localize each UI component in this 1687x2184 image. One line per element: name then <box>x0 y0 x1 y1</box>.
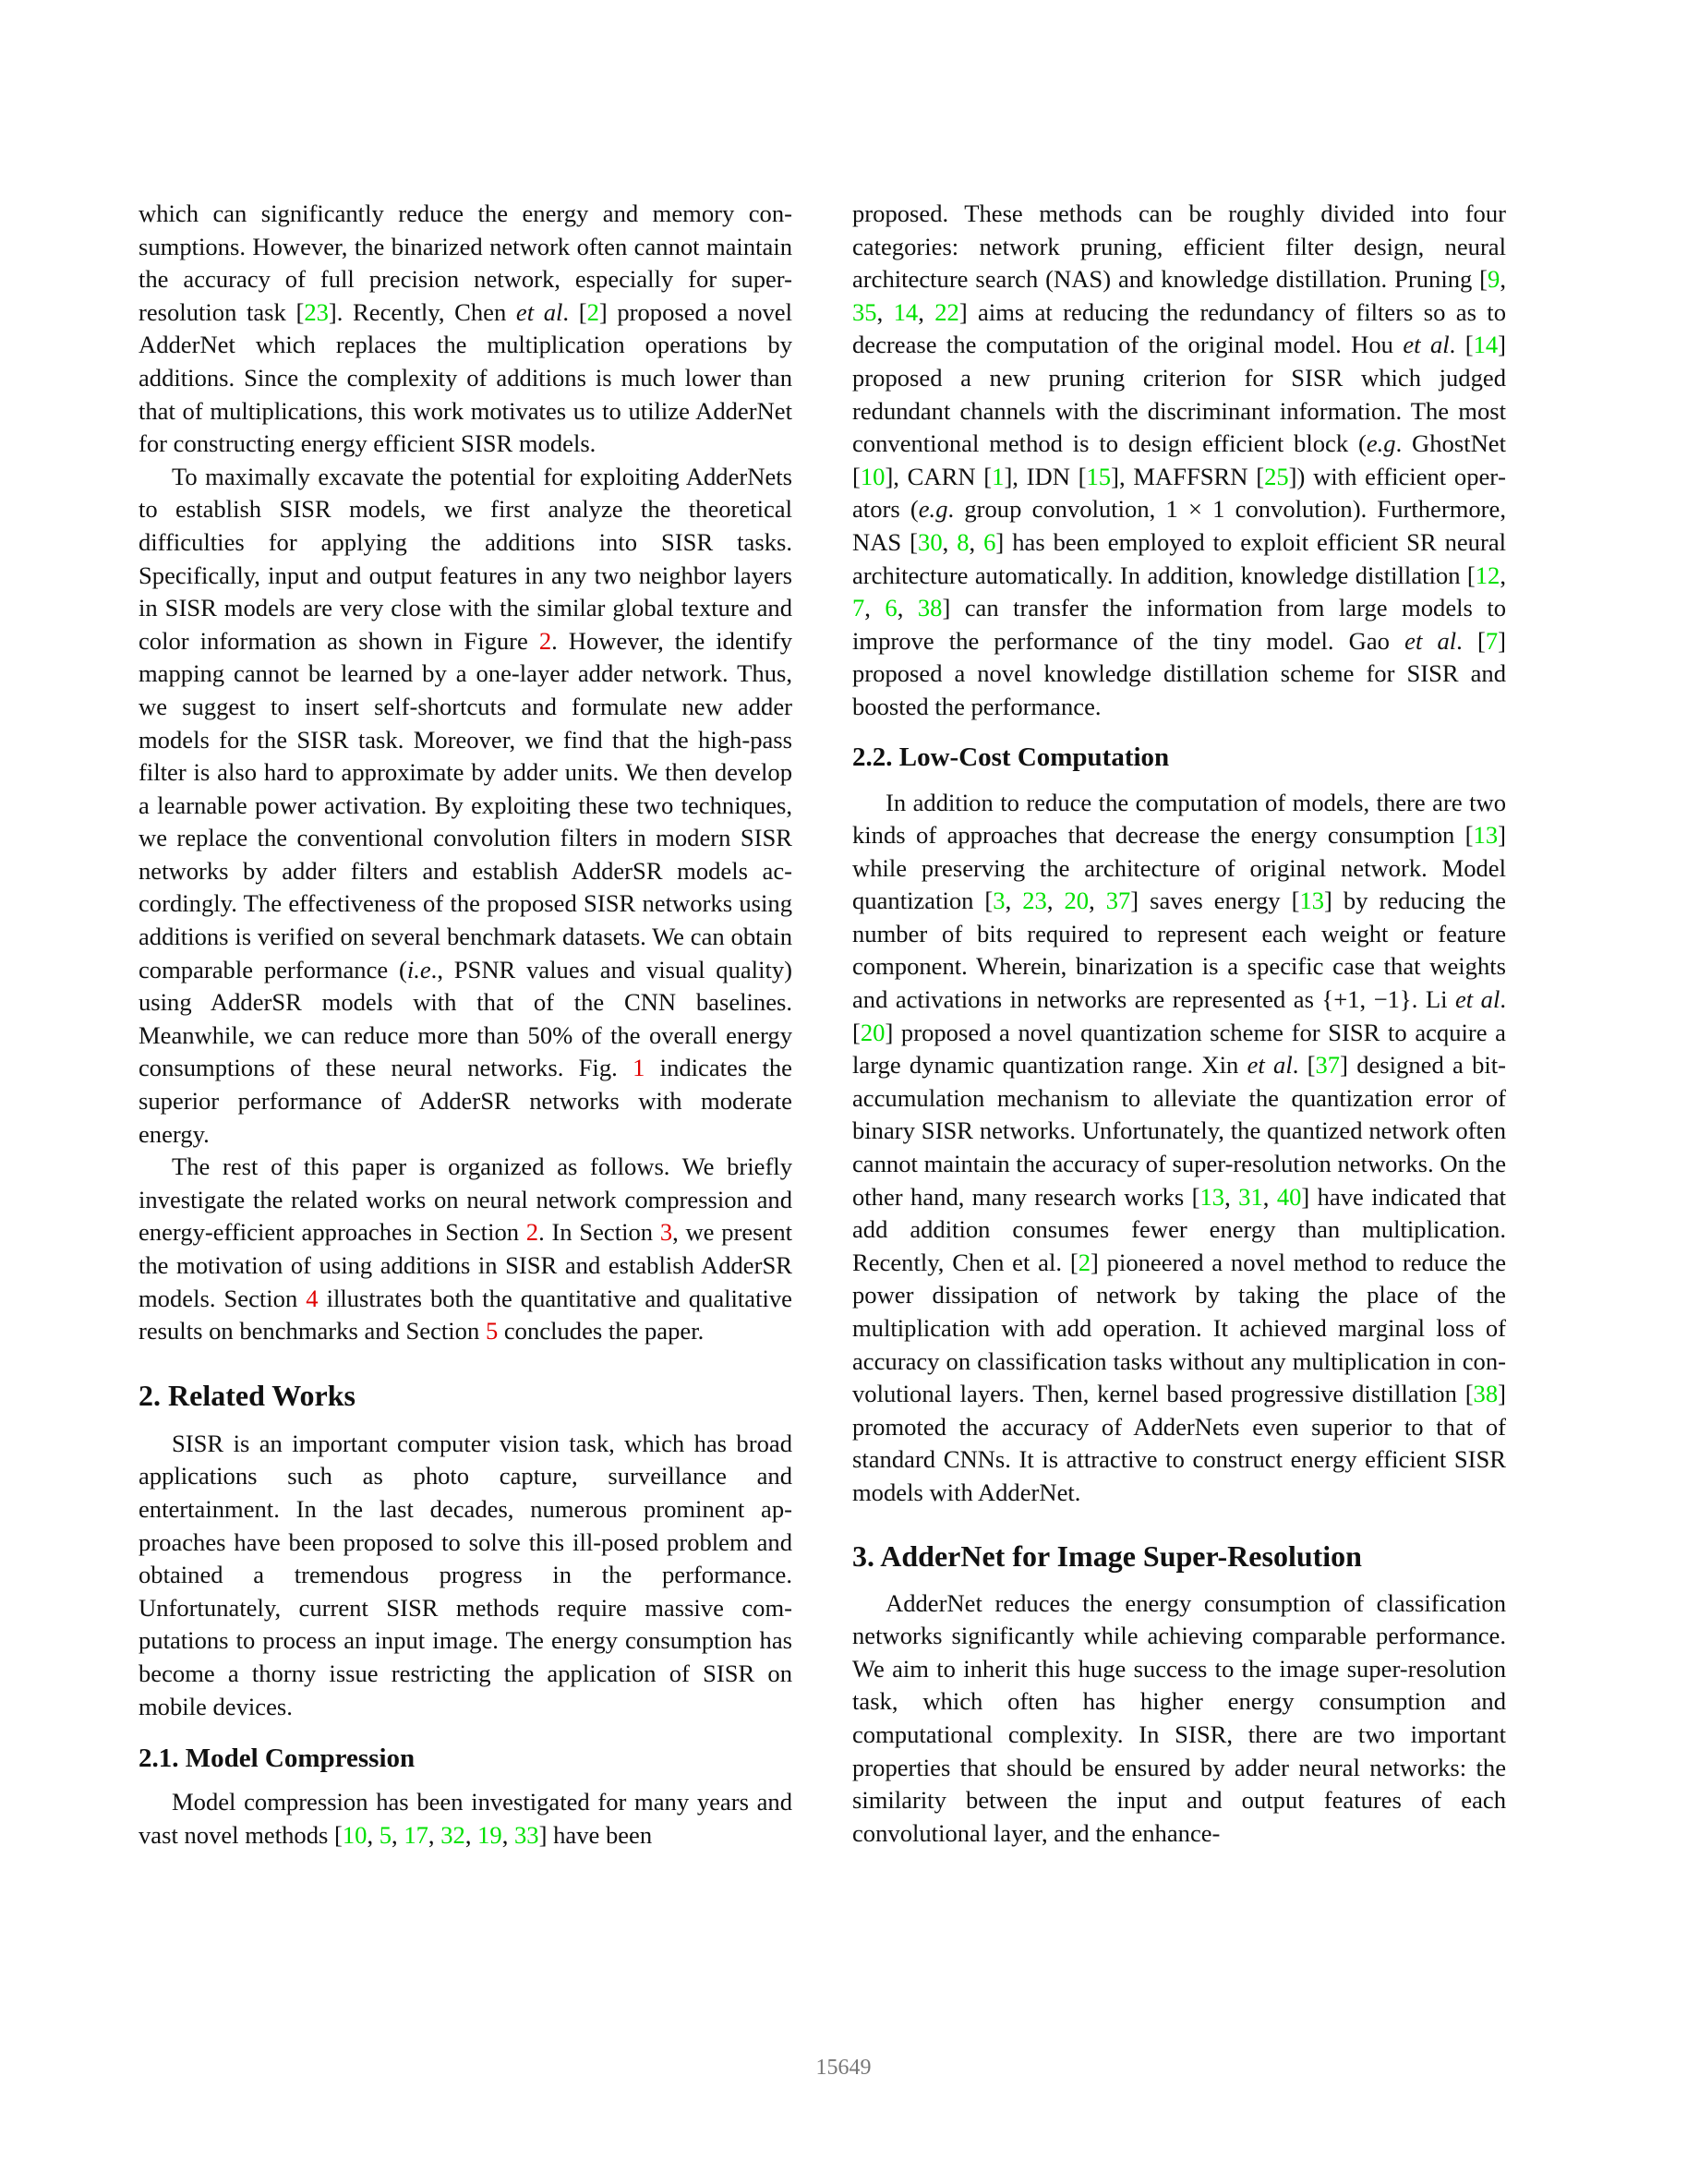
citation-link[interactable]: 37 <box>1105 887 1131 915</box>
italic-text: et al <box>1404 626 1457 655</box>
italic-text: et al <box>515 297 563 326</box>
cross-reference-link[interactable]: 2 <box>538 626 552 655</box>
intro-paragraph-3: The rest of this paper is organized as follows. We briefly investigate the related works on neural network compression and energy-efficient approaches in Section 2. In Section 3, we present the motivation of using additions in SISR and establish AdderSR models. Section 4 illustrates both the quantitative and qualitative results on benchmarks and Section 5 concludes the paper. <box>139 1152 793 1345</box>
citation-link[interactable]: 6 <box>983 527 996 556</box>
citation-link[interactable]: 1 <box>992 462 1005 490</box>
section-2-1-heading: 2.1. Model Compression <box>139 1744 416 1774</box>
citation-link[interactable]: 15 <box>1086 462 1112 490</box>
citation-link[interactable]: 23 <box>304 297 329 326</box>
right-column <box>852 198 1506 1850</box>
citation-link[interactable]: 6 <box>885 594 898 622</box>
citation-link[interactable]: 10 <box>860 462 886 490</box>
citation-link[interactable]: 38 <box>917 594 943 622</box>
italic-text: e.g <box>1366 429 1396 458</box>
intro-paragraph-2: To maximally excavate the potential for exploiting AdderNets to establish SISR models, we first analyze the theoretical difficulties for applying the additions into SISR tasks. Specifically, input and output features in any two neighbor layers in SISR models are very close with the similar global texture and color information as shown in Figure 2. However, the identify mapping cannot be learned by a one-layer adder network. Thus, we suggest to insert self-shortcuts and formulate new adder models for the SISR task. Moreover, we find that the high-pass filter is also hard to approximate by adder units. We then develop a learnable power activation. By exploiting these two techniques, we replace the conventional convolution filters in modern SISR networks by adder filters and establish AdderSR models accordingly. The effectiveness of the proposed SISR networks using additions is verified on several benchmark datasets. We can obtain comparable performance (i.e., PSNR values and visual quality) using AdderSR models with that of the CNN baselines. Meanwhile, we can reduce more than 50% of the overall energy consumptions of these neural networks. Fig. 1 indicates the superior performance of AdderSR networks with moderate energy. <box>139 462 793 1148</box>
italic-text: et al <box>1247 1051 1293 1080</box>
page-number: 15649 <box>815 2056 872 2080</box>
citation-link[interactable]: 22 <box>934 297 959 326</box>
intro-paragraph-1: which can significantly reduce the energy and memory consumptions. However, the binarized network often cannot maintain the accuracy of full precision network, especially for super-resolution task [23]. Recently, Chen et al. [2] proposed a novel AdderNet which replaces the multiplication operations by additions. Since the complexity of additions is much lower than that of multiplications, this work motivates us to utilize AdderNet for constructing energy efficient SISR models. <box>139 199 792 458</box>
left-column <box>139 198 792 1852</box>
section-2-heading: 2. Related Works <box>139 1378 355 1412</box>
citation-link[interactable]: 8 <box>957 527 970 556</box>
citation-link[interactable]: 32 <box>440 1820 465 1849</box>
section-2-2-paragraph: In addition to reduce the computation of models, there are two kinds of approaches that decrease the energy consumption [13] while preserving the architecture of original network. Model quantization [3, 23, 20, 37] saves energy [13] by reducing the number of bits required to represent each weight or feature component. Wherein, binarization is a specific case that weights and activations in networks are represented as {+1, −1}. Li et al. [20] proposed a novel quantization scheme for SISR to acquire a large dynamic quantization range. Xin et al. [37] designed a bit-accumulation mechanism to alleviate the quantization error of binary SISR networks. Unfortunately, the quantized network often cannot maintain the accuracy of super-resolution networks. On the other hand, many research works [13, 31, 40] have indicated that add addition consumes fewer energy than multiplication. Recently, Chen et al. [2] pioneered a novel method to reduce the power dissipation of network by taking the place of the multiplication with add operation. It achieved marginal loss of accuracy on classification tasks without any multiplication in convolutional layers. Then, kernel based progressive distillation [38] promoted the accuracy of AdderNets even superior to that of standard CNNs. It is attractive to construct energy efficient SISR models with AdderNet. <box>852 788 1507 1506</box>
citation-link[interactable]: 35 <box>852 297 877 326</box>
cross-reference-link[interactable]: 5 <box>485 1317 499 1345</box>
cross-reference-link[interactable]: 1 <box>633 1054 645 1082</box>
citation-link[interactable]: 37 <box>1315 1051 1341 1080</box>
citation-link[interactable]: 2 <box>586 297 599 326</box>
section-2-1-continued: proposed. These methods can be roughly divided into four categories: network pruning, efficient filter design, neural architecture search (NAS) and knowledge distillation. Pruning [9, 35, 14, 22] aims at reducing the redundancy of filters so as to decrease the computation of the original model. Hou et al. [14] proposed a new pruning criterion for SISR which judged redundant channels with the discriminant information. The most conventional method is to design efficient block (e.g. GhostNet [10], CARN [1], IDN [15], MAFFSRN [25]) with efficient operators (e.g. group convolution, 1 × 1 convolution). Furthermore, NAS [30, 8, 6] has been employed to exploit efficient SR neural architecture automatically. In addition, knowledge distillation [12, 7, 6, 38] can transfer the information from large models to improve the performance of the tiny model. Gao et al. [7] proposed a novel knowledge distillation scheme for SISR and boosted the performance. <box>852 199 1507 720</box>
citation-link[interactable]: 30 <box>918 527 943 556</box>
citation-link[interactable]: 19 <box>477 1820 502 1849</box>
citation-link[interactable]: 5 <box>379 1820 392 1849</box>
citation-link[interactable]: 23 <box>1022 887 1047 915</box>
cross-reference-link[interactable]: 4 <box>306 1284 319 1312</box>
citation-link[interactable]: 20 <box>1064 887 1090 915</box>
section-2-paragraph: SISR is an important computer vision task, which has broad applications such as photo capture, surveillance and entertainment. In the last decades, numerous prominent approaches have been proposed to solve this ill-posed problem and obtained a tremendous progress in the performance. Unfortunately, current SISR methods require massive computations to process an input image. The energy consumption has become a thorny issue restricting the application of SISR on mobile devices. <box>139 1429 792 1720</box>
citation-link[interactable]: 9 <box>1488 265 1500 294</box>
citation-link[interactable]: 25 <box>1264 462 1289 490</box>
citation-link[interactable]: 20 <box>860 1018 886 1046</box>
italic-text: et al <box>1403 331 1450 359</box>
citation-link[interactable]: 13 <box>1473 821 1499 850</box>
section-3-paragraph: AdderNet reduces the energy consumption of classification networks significantly while achieving comparable performance. We aim to inherit this huge success to the image super-resolution task, which often has higher energy consumption and computational complexity. In SISR, there are two important properties that should be ensured by adder neural networks: the similarity between the input and output features of each convolutional layer, and the enhance- <box>852 1588 1506 1847</box>
citation-link[interactable]: 3 <box>993 887 1006 915</box>
cross-reference-link[interactable]: 2 <box>525 1218 539 1247</box>
citation-link[interactable]: 12 <box>1475 561 1500 589</box>
italic-text: et al <box>1454 985 1500 1014</box>
citation-link[interactable]: 13 <box>1299 887 1325 915</box>
section-3-heading: 3. AdderNet for Image Super-Resolution <box>852 1538 1362 1573</box>
citation-link[interactable]: 14 <box>1473 331 1499 359</box>
citation-link[interactable]: 17 <box>404 1820 428 1849</box>
citation-link[interactable]: 7 <box>852 594 865 622</box>
cross-reference-link[interactable]: 3 <box>659 1218 673 1247</box>
citation-link[interactable]: 38 <box>1473 1380 1499 1408</box>
citation-link[interactable]: 13 <box>1199 1182 1225 1211</box>
citation-link[interactable]: 31 <box>1238 1182 1263 1211</box>
italic-text: i.e <box>406 955 431 983</box>
section-2-1-paragraph: Model compression has been investigated for many years and vast novel methods [10, 5, 17, 32, 19, 33] have been <box>139 1788 792 1849</box>
citation-link[interactable]: 40 <box>1276 1182 1302 1211</box>
citation-link[interactable]: 7 <box>1485 626 1499 655</box>
citation-link[interactable]: 14 <box>893 297 919 326</box>
italic-text: e.g <box>918 495 948 524</box>
citation-link[interactable]: 10 <box>342 1820 368 1849</box>
citation-link[interactable]: 33 <box>514 1820 539 1849</box>
citation-link[interactable]: 2 <box>1078 1248 1091 1276</box>
section-2-2-heading: 2.2. Low-Cost Computation <box>852 742 1170 772</box>
